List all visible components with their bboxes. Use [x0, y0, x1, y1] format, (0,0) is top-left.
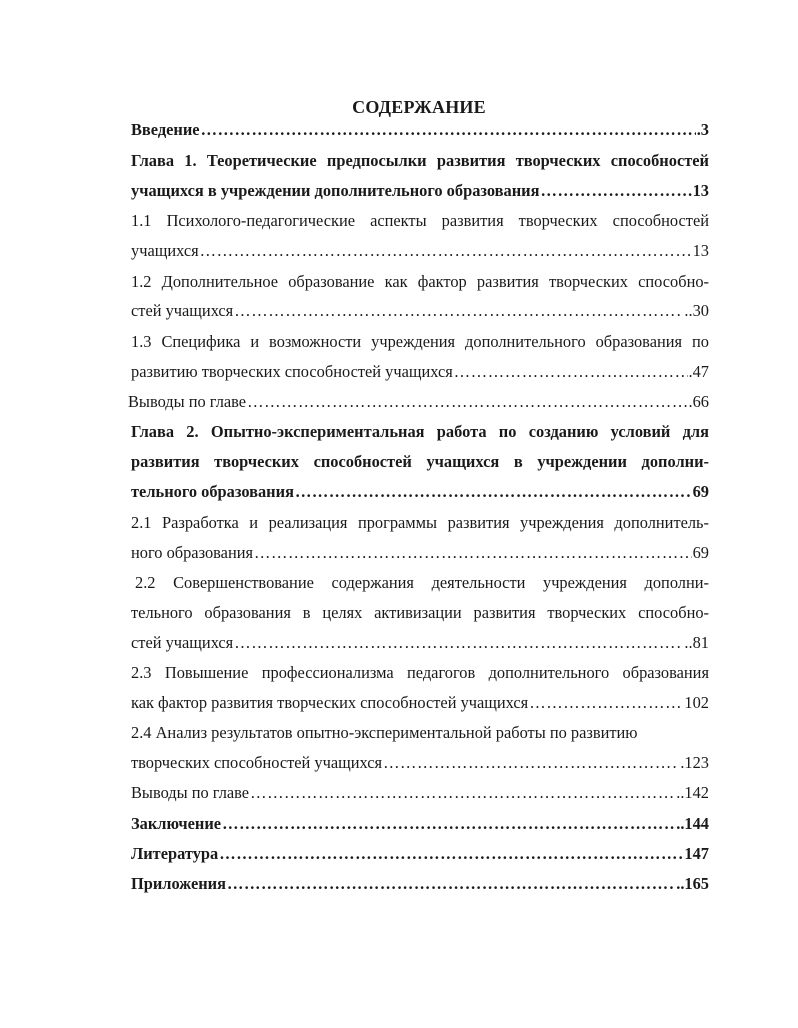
dot-leader	[227, 873, 675, 895]
entry-text: стей учащихся	[131, 633, 234, 652]
toc-chapter-2-line1: Глава 2. Опытно-экспериментальная работа по созданию условий для	[131, 422, 709, 441]
page-number: 69	[692, 482, 709, 501]
toc-section-1-3-line2	[131, 361, 709, 383]
toc-section-2-3-line2	[131, 692, 709, 714]
toc-chapter-2-conclusions	[131, 782, 709, 804]
toc-section-1-3-line1: 1.3 Специфика и возможности учреждения дополнительного образования по	[131, 332, 709, 351]
page-number: .66	[688, 392, 709, 411]
dot-leader	[540, 180, 691, 202]
dot-leader	[200, 240, 692, 262]
dot-leader	[222, 813, 675, 835]
toc-chapter-1-line2	[131, 180, 709, 202]
entry-text: Введение	[131, 120, 200, 139]
dot-leader	[201, 119, 696, 141]
page-number: ..165	[676, 874, 709, 893]
entry-text: стей учащихся	[131, 301, 234, 320]
entry-text: Заключение	[131, 814, 222, 833]
toc-entry-appendix	[131, 873, 709, 895]
dot-leader	[254, 542, 692, 564]
dot-leader	[383, 752, 679, 774]
toc-title: СОДЕРЖАНИЕ	[352, 97, 486, 117]
dot-leader	[234, 300, 683, 322]
entry-text: учащихся в учреждении дополнительного образования	[131, 181, 540, 200]
entry-text: Выводы по главе	[131, 783, 250, 802]
entry-text: как фактор развития творческих способностей учащихся	[131, 693, 529, 712]
page-number: 69	[692, 543, 709, 562]
entry-text: Приложения	[131, 874, 226, 893]
page-number: ..142	[676, 783, 709, 802]
page-number: 102	[684, 693, 709, 712]
toc-chapter-1-line1: Глава 1. Теоретические предпосылки развития творческих способностей	[131, 151, 709, 170]
toc-chapter-1-conclusions	[128, 391, 709, 413]
toc-section-2-2-line3	[131, 632, 709, 654]
toc-section-1-2-line2	[131, 300, 709, 322]
toc-section-1-1-line2	[131, 240, 709, 262]
toc-section-2-4-line2	[131, 752, 709, 774]
dot-leader	[219, 843, 683, 865]
toc-section-1-1-line1: 1.1 Психолого-педагогические аспекты развития творческих способностей	[131, 211, 709, 230]
page-number: .47	[688, 362, 709, 381]
toc-entry-conclusion	[131, 813, 709, 835]
dot-leader	[529, 692, 683, 714]
page-number: ..81	[684, 633, 709, 652]
page-number: .123	[680, 753, 709, 772]
toc-section-2-1-line1: 2.1 Разработка и реализация программы развития учреждения дополнитель-	[131, 513, 709, 532]
dot-leader	[247, 391, 687, 413]
page-number: 13	[692, 181, 709, 200]
entry-text: Выводы по главе	[128, 392, 247, 411]
entry-text: учащихся	[131, 241, 199, 260]
dot-leader	[234, 632, 683, 654]
toc-section-2-2-line1: 2.2 Совершенствование содержания деятельности учреждения дополни-	[135, 573, 709, 592]
entry-text: Литература	[131, 844, 219, 863]
toc-section-2-4-line1: 2.4 Анализ результатов опытно-экспериментальной работы по развитию	[131, 723, 638, 742]
page-number: 147	[684, 844, 709, 863]
toc-chapter-2-line3	[131, 481, 709, 503]
page-number: 13	[692, 241, 709, 260]
toc-chapter-2-line2: развития творческих способностей учащихся в учреждении дополни-	[131, 452, 709, 471]
entry-text: ного образования	[131, 543, 254, 562]
page-number: ..30	[684, 301, 709, 320]
entry-text: творческих способностей учащихся	[131, 753, 383, 772]
entry-text: развитию творческих способностей учащихся	[131, 362, 453, 381]
toc-section-2-3-line1: 2.3 Повышение профессионализма педагогов дополнительного образования	[131, 663, 709, 682]
dot-leader	[250, 782, 675, 804]
dot-leader	[295, 481, 692, 503]
page-number: .3	[696, 120, 709, 139]
toc-section-1-2-line1: 1.2 Дополнительное образование как фактор развития творческих способно-	[131, 272, 709, 291]
toc-section-2-2-line2: тельного образования в целях активизации развития творческих способно-	[131, 603, 709, 622]
toc-entry-introduction	[131, 119, 709, 141]
page-number: ..144	[676, 814, 709, 833]
dot-leader	[454, 361, 688, 383]
entry-text: тельного образования	[131, 482, 294, 501]
toc-entry-literature	[131, 843, 709, 865]
toc-section-2-1-line2	[131, 542, 709, 564]
